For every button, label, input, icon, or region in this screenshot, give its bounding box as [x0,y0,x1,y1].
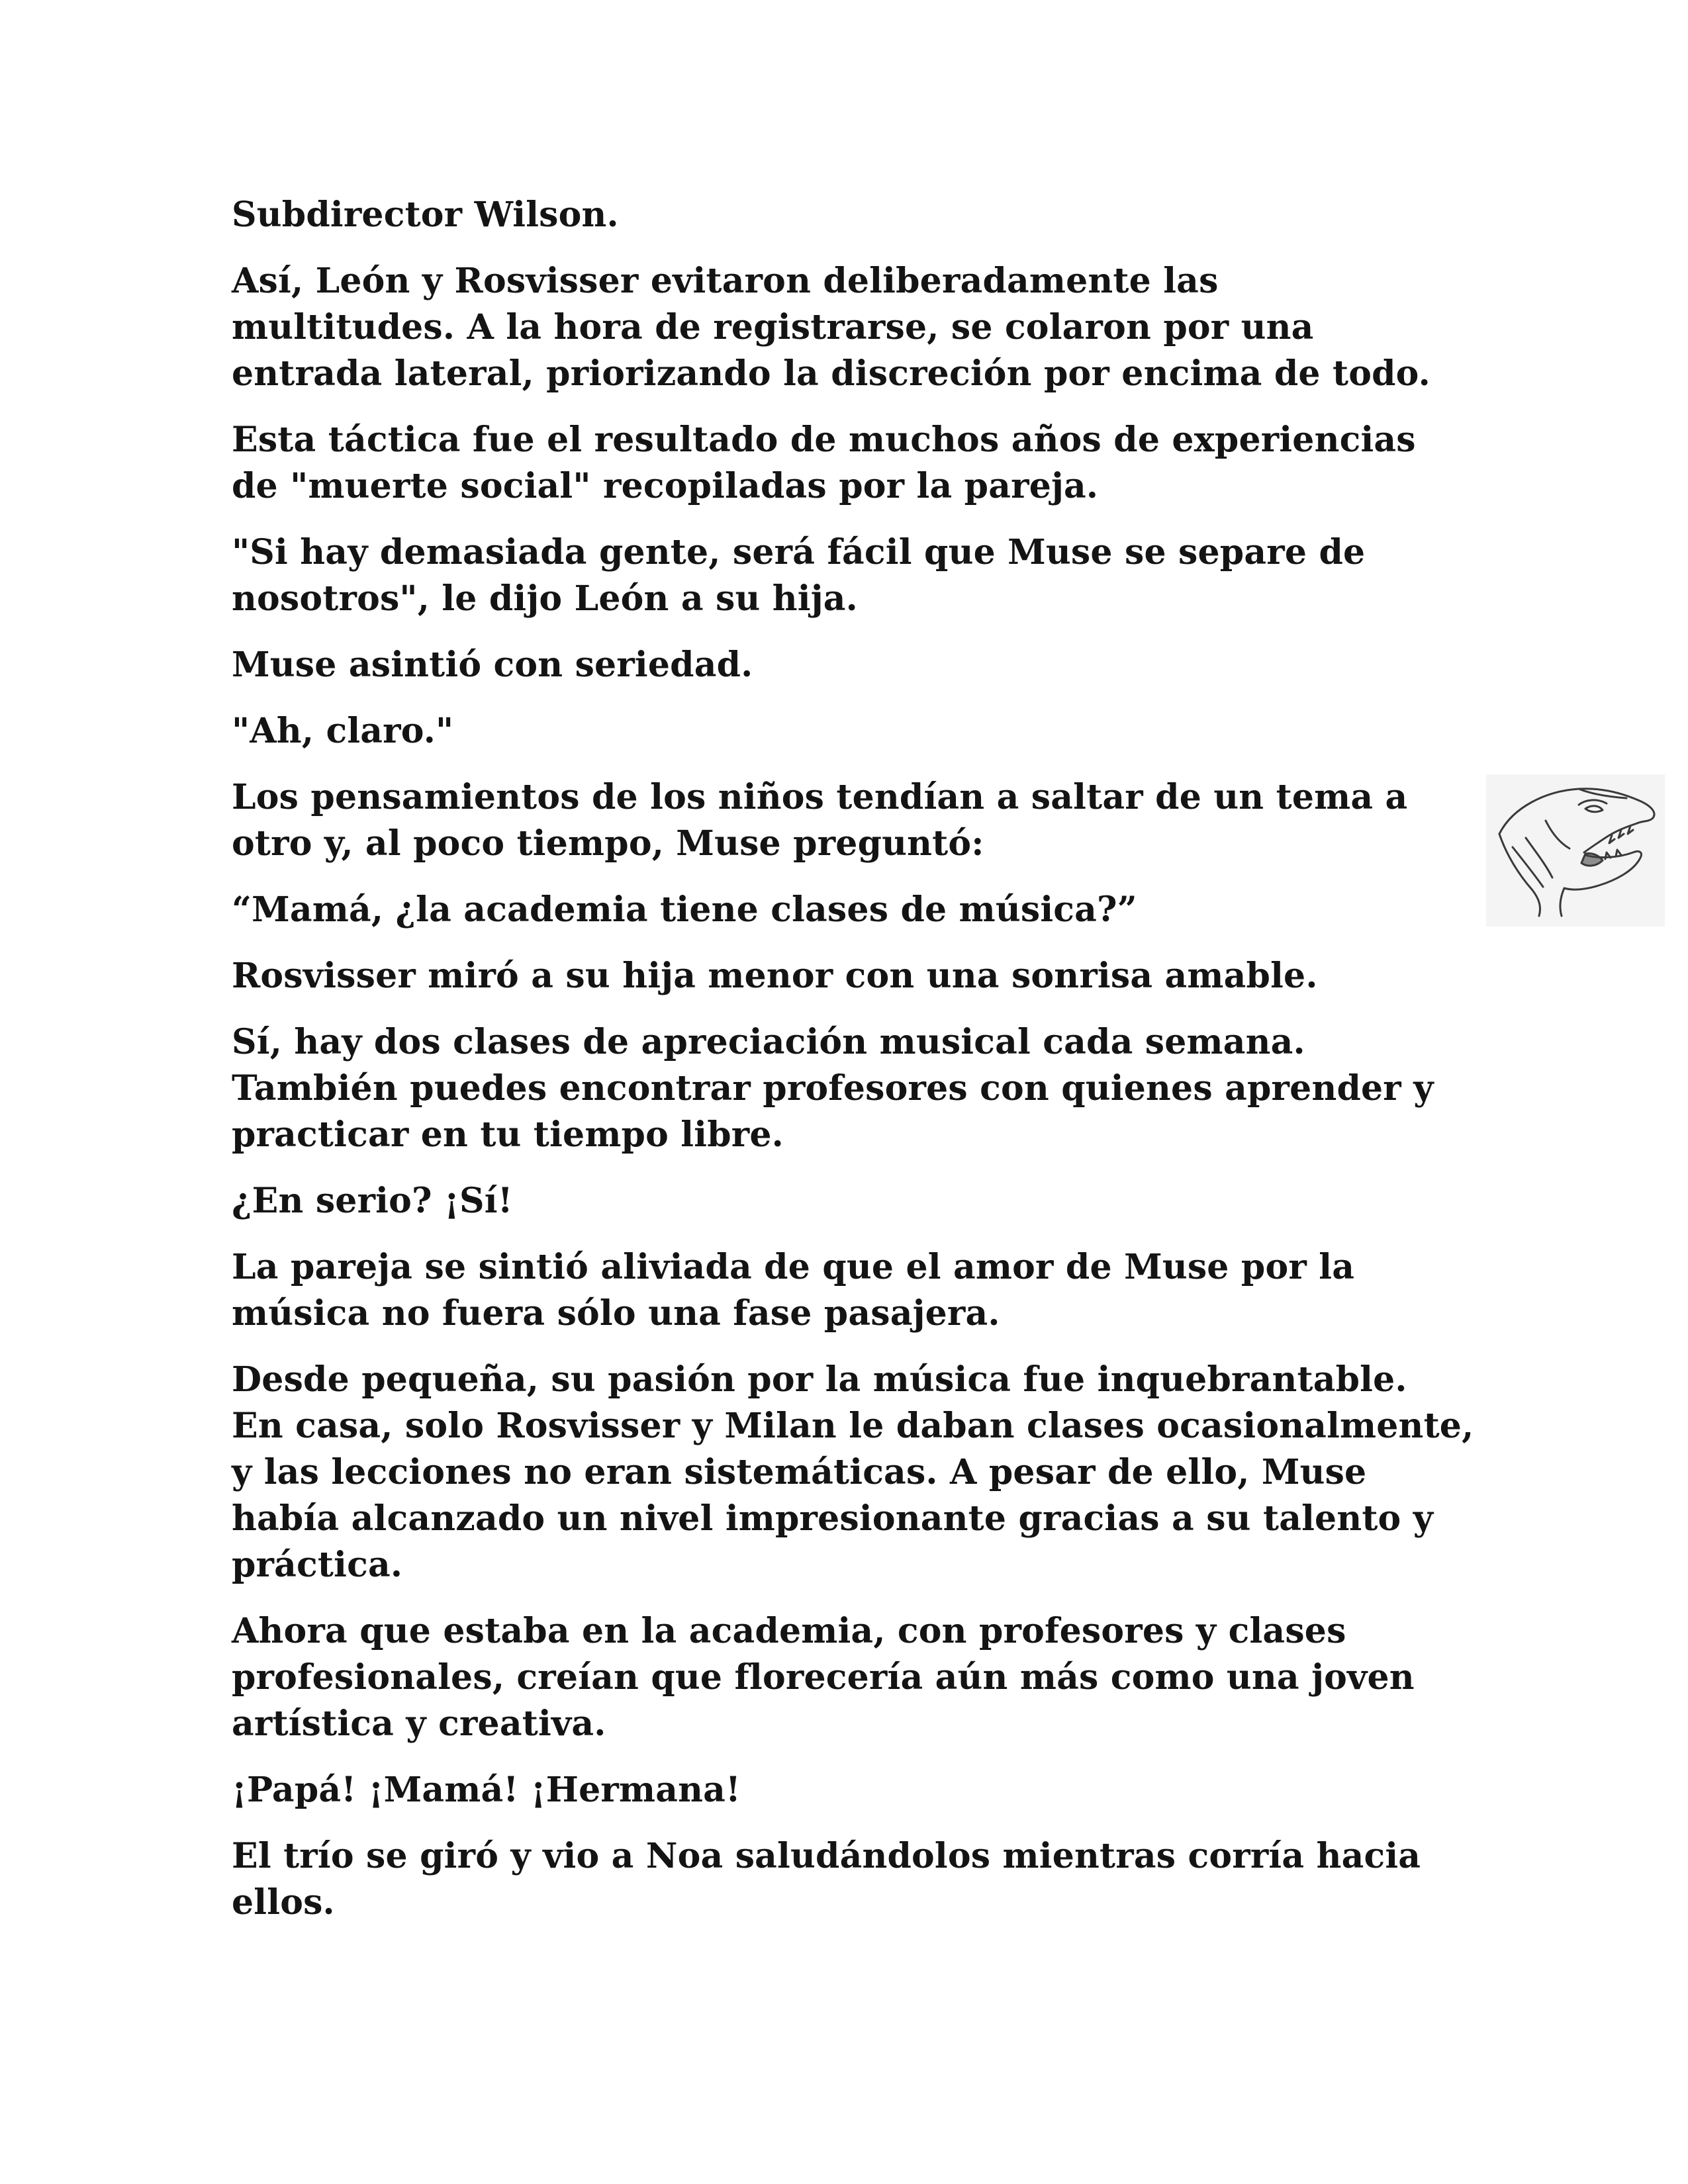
text-line: Así, León y Rosvisser evitaron deliberadamente las [232,261,1219,301]
text-line: "Si hay demasiada gente, será fácil que Muse se separe de [232,532,1366,572]
paragraph [232,1019,1523,1158]
paragraph [232,953,1523,999]
paragraph [232,1244,1523,1337]
text-line: de "muerte social" recopiladas por la pareja. [232,466,1099,506]
paragraph [232,708,1523,754]
text-line: artística y creativa. [232,1704,606,1744]
text-line: ¡Papá! ¡Mamá! ¡Hermana! [232,1770,741,1810]
paragraph [232,1178,1523,1224]
text-line: En casa, solo Rosvisser y Milan le daban clases ocasionalmente, [232,1406,1474,1446]
paragraph [232,642,1523,688]
text-line: multitudes. A la hora de registrarse, se colaron por una [232,307,1314,347]
paragraph [232,1767,1523,1813]
text-line: Rosvisser miró a su hija menor con una sonrisa amable. [232,956,1318,996]
text-line: Ahora que estaba en la academia, con profesores y clases [232,1611,1346,1651]
paragraph [232,1833,1523,1926]
text-line: Subdirector Wilson. [232,195,619,235]
paragraph [232,774,1523,867]
text-line: practicar en tu tiempo libre. [232,1115,784,1155]
body-text [232,192,1523,1946]
text-line: También puedes encontrar profesores con quienes aprender y [232,1068,1434,1109]
dinosaur-head-icon [1486,774,1665,927]
text-line: Los pensamientos de los niños tendían a saltar de un tema a [232,777,1408,817]
text-line: El trío se giró y vio a Noa saludándolos mientras corría hacia [232,1836,1421,1876]
text-line: nosotros", le dijo León a su hija. [232,578,858,619]
text-line: "Ah, claro." [232,711,454,751]
paragraph [232,192,1523,238]
text-line: Muse asintió con seriedad. [232,645,753,685]
text-line: había alcanzado un nivel impresionante gracias a su talento y [232,1498,1434,1539]
text-line: otro y, al poco tiempo, Muse preguntó: [232,823,984,864]
dinosaur-head-sketch-icon [1486,774,1665,927]
text-line: Desde pequeña, su pasión por la música fue inquebrantable. [232,1359,1407,1400]
text-line: Esta táctica fue el resultado de muchos años de experiencias [232,420,1416,460]
paragraph [232,529,1523,622]
text-line: “Mamá, ¿la academia tiene clases de música?” [232,889,1137,930]
text-line: entrada lateral, priorizando la discreción por encima de todo. [232,353,1430,394]
text-line: Sí, hay dos clases de apreciación musical cada semana. [232,1022,1305,1062]
text-line: práctica. [232,1545,403,1585]
text-line: ¿En serio? ¡Sí! [232,1181,513,1221]
paragraph [232,887,1523,933]
text-line: La pareja se sintió aliviada de que el amor de Muse por la [232,1247,1355,1287]
text-line: y las lecciones no eran sistemáticas. A pesar de ello, Muse [232,1452,1367,1492]
text-line: ellos. [232,1882,335,1923]
text-line: profesionales, creían que florecería aún más como una joven [232,1657,1415,1698]
paragraph [232,258,1523,397]
text-line: música no fuera sólo una fase pasajera. [232,1293,1000,1334]
paragraph [232,1357,1523,1588]
paragraph [232,1608,1523,1747]
paragraph [232,417,1523,510]
